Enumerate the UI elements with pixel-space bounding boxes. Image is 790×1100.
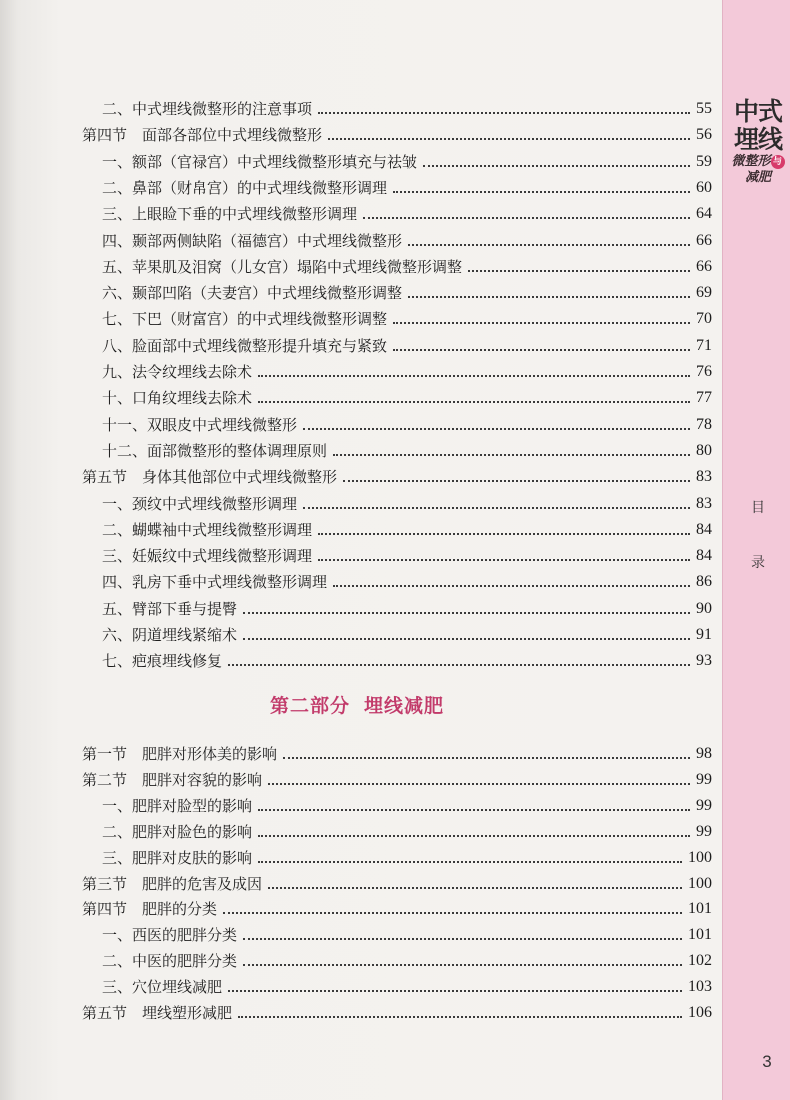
toc-dot-leader bbox=[303, 428, 690, 430]
brand-line-2: 埋线 bbox=[733, 125, 782, 154]
toc-entry[interactable] bbox=[102, 358, 712, 382]
toc-entry-title: 五、臂部下垂与提臀 bbox=[102, 599, 238, 618]
toc-page-number: 102 bbox=[688, 952, 712, 970]
toc-page-number: 101 bbox=[688, 900, 712, 918]
toc-entry[interactable] bbox=[82, 740, 712, 764]
toc-entry[interactable] bbox=[102, 384, 712, 408]
toc-dot-leader bbox=[393, 349, 690, 351]
toc-entry[interactable] bbox=[102, 595, 712, 619]
toc-entry[interactable] bbox=[102, 516, 712, 540]
toc-entry-title: 三、肥胖对皮肤的影响 bbox=[102, 848, 253, 867]
toc-entry-title: 第四节 面部各部位中式埋线微整形 bbox=[82, 126, 323, 145]
toc-entry-title: 二、肥胖对脸色的影响 bbox=[102, 822, 253, 841]
toc-dot-leader bbox=[258, 809, 690, 811]
toc-entry-title: 一、西医的肥胖分类 bbox=[102, 926, 238, 945]
toc-entry[interactable] bbox=[102, 411, 712, 435]
toc-dot-leader bbox=[238, 1016, 682, 1018]
toc-dot-leader bbox=[408, 244, 690, 246]
toc-dot-leader bbox=[423, 165, 690, 167]
toc-dot-leader bbox=[468, 270, 690, 272]
toc-page-number: 106 bbox=[688, 1004, 712, 1021]
page-number: 3 bbox=[762, 1052, 772, 1071]
toc-entry-title: 六、阴道埋线紧缩术 bbox=[102, 626, 238, 644]
toc-dot-leader bbox=[258, 375, 690, 377]
toc-entry[interactable] bbox=[102, 818, 712, 842]
toc-dot-leader bbox=[243, 964, 682, 966]
toc-page-number: 69 bbox=[696, 284, 712, 302]
toc-entry-title: 八、脸面部中式埋线微整形提升填充与紧致 bbox=[102, 336, 388, 355]
brand-line-3 bbox=[728, 154, 788, 186]
toc-dot-leader bbox=[363, 217, 690, 219]
toc-entry[interactable] bbox=[102, 844, 712, 868]
toc-page-number: 59 bbox=[696, 152, 712, 170]
toc-entry-title: 三、穴位埋线减肥 bbox=[102, 978, 223, 997]
toc-entry[interactable] bbox=[102, 490, 712, 514]
toc-dot-leader bbox=[318, 559, 690, 561]
toc-dot-leader bbox=[228, 990, 682, 992]
toc-entry[interactable] bbox=[82, 999, 712, 1023]
toc-page-number: 99 bbox=[696, 796, 712, 814]
part-2-number: 第二部分 bbox=[270, 695, 351, 717]
toc-page-number: 100 bbox=[688, 848, 712, 866]
toc-entry-title: 一、颈纹中式埋线微整形调理 bbox=[102, 494, 298, 513]
toc-entry-title: 第五节 埋线塑形减肥 bbox=[82, 1004, 233, 1022]
toc-entry-title: 四、乳房下垂中式埋线微整形调理 bbox=[102, 573, 328, 592]
brand-subtitle-b: 减肥 bbox=[744, 170, 771, 185]
toc-dot-leader bbox=[318, 533, 690, 535]
toc-page-number: 64 bbox=[696, 205, 712, 223]
toc-entry-title: 六、颞部凹陷（夫妻宫）中式埋线微整形调整 bbox=[102, 284, 403, 303]
toc-entry-title: 七、疤痕埋线修复 bbox=[102, 652, 223, 671]
toc-entry-title: 二、蝴蝶袖中式埋线微整形调理 bbox=[102, 520, 313, 539]
toc-entry[interactable] bbox=[82, 870, 712, 894]
toc-entry-title: 二、中医的肥胖分类 bbox=[102, 952, 238, 971]
toc-entry-title: 第四节 肥胖的分类 bbox=[82, 900, 218, 919]
toc-entry-title: 一、额部（官禄宫）中式埋线微整形填充与祛皱 bbox=[102, 152, 418, 171]
toc-dot-leader bbox=[243, 612, 690, 614]
toc-entry[interactable] bbox=[102, 95, 712, 119]
toc-page-number: 71 bbox=[696, 336, 712, 354]
toc-entry-title: 第五节 身体其他部位中式埋线微整形 bbox=[82, 468, 338, 487]
toc-dot-leader bbox=[333, 454, 690, 456]
toc-entry-title: 四、颞部两侧缺陷（福德宫）中式埋线微整形 bbox=[102, 231, 403, 250]
toc-entry-title: 第二节 肥胖对容貌的影响 bbox=[82, 770, 263, 789]
toc-dot-leader bbox=[333, 585, 690, 587]
toc-page-number: 103 bbox=[688, 978, 712, 996]
toc-entry[interactable] bbox=[82, 766, 712, 790]
toc-page-number: 66 bbox=[696, 231, 712, 249]
toc-entry-title: 十、口角纹埋线去除术 bbox=[102, 389, 253, 408]
sidebar-label-lu: 录 bbox=[751, 555, 765, 571]
toc-entry[interactable] bbox=[102, 921, 712, 945]
toc-page-number: 86 bbox=[696, 573, 712, 591]
toc-dot-leader bbox=[408, 296, 690, 298]
toc-dot-leader bbox=[268, 887, 682, 889]
toc-dot-leader bbox=[283, 757, 690, 759]
toc-page-number: 99 bbox=[696, 822, 712, 840]
toc-dot-leader bbox=[243, 638, 690, 640]
toc-entry-title: 五、苹果肌及泪窝（儿女宫）塌陷中式埋线微整形调整 bbox=[102, 257, 463, 276]
toc-entry-title: 第三节 肥胖的危害及成因 bbox=[82, 874, 263, 893]
toc-page-number: 55 bbox=[696, 100, 712, 117]
toc-entry-title: 十一、双眼皮中式埋线微整形 bbox=[102, 415, 298, 434]
toc-dot-leader bbox=[243, 938, 682, 940]
toc-page-number: 90 bbox=[696, 599, 712, 617]
part-2-heading bbox=[270, 691, 570, 718]
brand-subtitle-a: 微整形 bbox=[731, 154, 771, 169]
toc-dot-leader bbox=[258, 835, 690, 837]
toc-entry-title: 三、妊娠纹中式埋线微整形调理 bbox=[102, 547, 313, 566]
toc-page-number: 100 bbox=[688, 874, 712, 892]
toc-page-number: 84 bbox=[696, 520, 712, 538]
toc-entry[interactable] bbox=[102, 279, 712, 303]
toc-entry[interactable] bbox=[102, 621, 712, 645]
toc-page-number: 91 bbox=[696, 626, 712, 643]
book-brand-logo bbox=[728, 98, 788, 198]
toc-dot-leader bbox=[228, 664, 690, 666]
toc-entry-title: 一、肥胖对脸型的影响 bbox=[102, 796, 253, 815]
toc-entry[interactable] bbox=[102, 647, 712, 671]
toc-entry[interactable] bbox=[82, 463, 712, 487]
part-2-title: 埋线减肥 bbox=[364, 695, 445, 717]
brand-yu-badge: 与 bbox=[771, 155, 785, 169]
sidebar-label-mu: 目 bbox=[751, 500, 765, 516]
toc-page-number: 98 bbox=[696, 745, 712, 762]
toc-entry[interactable] bbox=[102, 973, 712, 997]
toc-page-number: 83 bbox=[696, 468, 712, 486]
toc-page-number: 66 bbox=[696, 257, 712, 275]
toc-dot-leader bbox=[303, 507, 690, 509]
toc-entry[interactable] bbox=[102, 792, 712, 816]
toc-page-number: 84 bbox=[696, 547, 712, 565]
toc-dot-leader bbox=[393, 322, 690, 324]
toc-entry[interactable] bbox=[102, 148, 712, 172]
toc-entry[interactable] bbox=[102, 437, 712, 461]
toc-entry[interactable] bbox=[82, 121, 712, 145]
toc-page-number: 83 bbox=[696, 494, 712, 512]
toc-page-number: 93 bbox=[696, 652, 712, 670]
toc-dot-leader bbox=[393, 191, 690, 193]
toc-entry[interactable] bbox=[102, 174, 712, 198]
toc-page-number: 76 bbox=[696, 363, 712, 380]
toc-entry[interactable] bbox=[82, 895, 712, 919]
toc-entry-title: 第一节 肥胖对形体美的影响 bbox=[82, 745, 278, 763]
toc-page-number: 99 bbox=[696, 770, 712, 788]
toc-dot-leader bbox=[268, 783, 690, 785]
toc-dot-leader bbox=[258, 401, 690, 403]
toc-entry[interactable] bbox=[102, 253, 712, 277]
toc-entry[interactable] bbox=[102, 947, 712, 971]
toc-entry-title: 七、下巴（财富宫）的中式埋线微整形调整 bbox=[102, 310, 388, 329]
toc-page-number: 78 bbox=[696, 415, 712, 433]
toc-page-number: 60 bbox=[696, 178, 712, 196]
toc-entry-title: 三、上眼睑下垂的中式埋线微整形调理 bbox=[102, 205, 358, 224]
toc-dot-leader bbox=[328, 138, 690, 140]
toc-page-number: 77 bbox=[696, 389, 712, 407]
toc-entry-title: 二、鼻部（财帛宫）的中式埋线微整形调理 bbox=[102, 178, 388, 197]
toc-page-number: 80 bbox=[696, 441, 712, 459]
toc-dot-leader bbox=[318, 112, 690, 114]
toc-entry[interactable] bbox=[102, 227, 712, 251]
toc-page-number: 56 bbox=[696, 126, 712, 144]
toc-dot-leader bbox=[343, 480, 690, 482]
toc-entry[interactable] bbox=[102, 200, 712, 224]
toc-entry-title: 九、法令纹埋线去除术 bbox=[102, 363, 253, 381]
toc-entry[interactable] bbox=[102, 542, 712, 566]
toc-entry-title: 二、中式埋线微整形的注意事项 bbox=[102, 100, 313, 118]
toc-dot-leader bbox=[223, 912, 682, 914]
toc-page-number: 70 bbox=[696, 310, 712, 328]
toc-dot-leader bbox=[258, 861, 682, 863]
toc-entry[interactable] bbox=[102, 568, 712, 592]
brand-line-1: 中式 bbox=[733, 97, 782, 126]
toc-page-number: 101 bbox=[688, 926, 712, 944]
toc-entry[interactable] bbox=[102, 305, 712, 329]
toc-entry-title: 十二、面部微整形的整体调理原则 bbox=[102, 441, 328, 460]
toc-entry[interactable] bbox=[102, 332, 712, 356]
